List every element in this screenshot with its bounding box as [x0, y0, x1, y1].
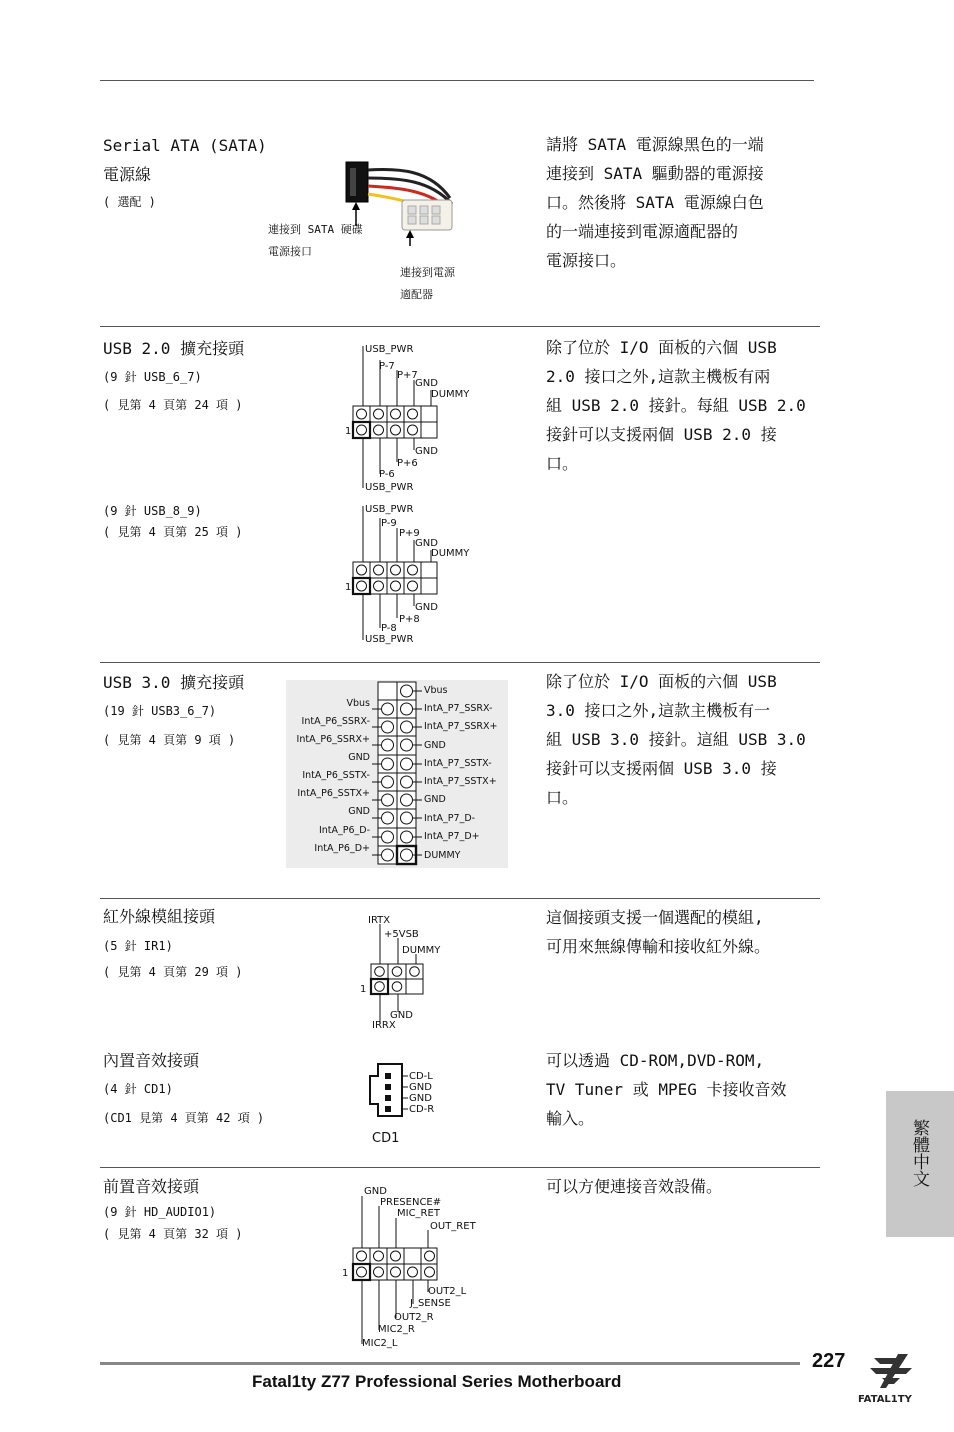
usb2-d2-bot-3: USB_PWR — [365, 634, 414, 645]
usb2-d2-top-1: P-9 — [381, 518, 397, 529]
language-tab — [886, 1091, 954, 1237]
usb3-right-3: GND — [424, 740, 446, 751]
usb3-title: USB 3.0 擴充接頭 — [103, 673, 245, 692]
hdaudio-title: 前置音效接頭 — [103, 1177, 200, 1196]
usb2-header-diagram-1 — [345, 340, 475, 495]
ir-sub2: ( 見第 4 頁第 29 項 ) — [103, 965, 243, 979]
usb2-description: 除了位於 I/O 面板的六個 USB 2.0 接口之外,這款主機板有兩 組 USB 2.0 接針。每組 USB 2.0 接針可以支援兩個 USB 2.0 接 口。 — [546, 338, 806, 473]
ir-description: 這個接頭支援一個選配的模組, 可用來無線傳輸和接收紅外線。 — [546, 908, 771, 956]
hdaudio-header-diagram — [342, 1182, 482, 1350]
usb2-d1-top-0: USB_PWR — [365, 344, 414, 355]
cd-sub1: (4 針 CD1) — [103, 1082, 173, 1096]
sata-title: Serial ATA (SATA) — [103, 136, 267, 155]
usb2-d2-bot-1: P+8 — [399, 614, 420, 625]
usb2-d1-top-3: GND — [415, 378, 438, 389]
usb3-sub1: (19 針 USB3_6_7) — [103, 704, 217, 718]
footer-title: Fatal1ty Z77 Professional Series Motherboard — [252, 1372, 622, 1391]
usb3-left-0: Vbus — [346, 698, 370, 709]
divider-usb2 — [100, 326, 820, 327]
sata-description: 請將 SATA 電源線黑色的一端 連接到 SATA 驅動器的電源接 口。然後將 SATA 電源線白色 的一端連接到電源適配器的 電源接口。 — [546, 135, 764, 270]
ir-title: 紅外線模組接頭 — [103, 907, 216, 926]
usb3-right-5: IntA_P7_SSTX+ — [424, 776, 497, 787]
sata-title-2: 電源線 — [103, 165, 152, 184]
usb2-d1-pin1: 1 — [345, 426, 352, 437]
cd-pin-2: GND — [409, 1093, 432, 1104]
footer-rule — [100, 1362, 800, 1365]
fatal1ty-logo — [852, 1352, 932, 1408]
sata-caption-hdd: 連接到 SATA 硬碟 — [268, 223, 363, 236]
sata-caption-hdd-2: 電源接口 — [268, 245, 312, 258]
usb3-left-3: GND — [348, 752, 370, 763]
usb3-right-6: GND — [424, 794, 446, 805]
usb2-d1-top-2: P+7 — [397, 370, 418, 381]
ir-top-0: IRTX — [368, 915, 391, 926]
sata-caption-psu: 連接到電源 — [400, 266, 455, 279]
usb3-sub2: ( 見第 4 頁第 9 項 ) — [103, 733, 236, 747]
usb3-left-5: IntA_P6_SSTX+ — [297, 788, 370, 799]
hdaudio-pin1: 1 — [342, 1268, 349, 1279]
cd-sub2: (CD1 見第 4 頁第 42 項 ) — [103, 1111, 265, 1125]
cd-description: 可以透過 CD-ROM,DVD-ROM, TV Tuner 或 MPEG 卡接收音效 輸入。 — [546, 1051, 787, 1128]
hdaudio-bot-4: MIC2_L — [362, 1338, 398, 1349]
usb3-left-6: GND — [348, 806, 370, 817]
usb2-d2-top-2: P+9 — [399, 528, 420, 539]
ir-bot-0: GND — [390, 1010, 413, 1021]
hdaudio-top-2: MIC_RET — [397, 1208, 440, 1219]
ir-pin1: 1 — [360, 984, 367, 995]
usb3-left-2: IntA_P6_SSRX+ — [296, 734, 370, 745]
usb2-d2-top-4: DUMMY — [431, 548, 470, 559]
ir-top-2: DUMMY — [402, 945, 441, 956]
hdaudio-description: 可以方便連接音效設備。 — [546, 1177, 723, 1196]
usb2-d2-bot-0: GND — [415, 602, 438, 613]
ir-header-diagram — [360, 910, 460, 1032]
cd-title: 內置音效接頭 — [103, 1051, 200, 1070]
hdaudio-sub2: ( 見第 4 頁第 32 項 ) — [103, 1227, 243, 1241]
sata-caption-psu-2: 適配器 — [400, 288, 433, 301]
hdaudio-sub1: (9 針 HD_AUDIO1) — [103, 1205, 217, 1219]
usb3-left-4: IntA_P6_SSTX- — [302, 770, 370, 781]
hdaudio-bot-3: MIC2_R — [378, 1324, 415, 1335]
usb3-left-7: IntA_P6_D- — [318, 825, 370, 836]
usb2-d1-bot-2: P-6 — [379, 469, 395, 480]
usb2-d1-bot-0: GND — [415, 446, 438, 457]
usb3-left-8: IntA_P6_D+ — [314, 843, 370, 854]
usb2-d1-top-4: DUMMY — [431, 389, 470, 400]
usb2-d2-top-0: USB_PWR — [365, 504, 414, 515]
usb2-d2-top-3: GND — [415, 538, 438, 549]
fatal1ty-logo-mark-icon — [870, 1354, 912, 1388]
sata-optional: ( 選配 ) — [103, 195, 156, 209]
cd-pin-1: GND — [409, 1082, 432, 1093]
usb2-d1-bot-1: P+6 — [397, 458, 418, 469]
cd-header-diagram — [362, 1060, 462, 1148]
usb3-right-7: IntA_P7_D- — [424, 813, 476, 824]
usb2-title: USB 2.0 擴充接頭 — [103, 339, 245, 358]
usb2-sub3: (9 針 USB_8_9) — [103, 504, 202, 518]
usb3-description: 除了位於 I/O 面板的六個 USB 3.0 接口之外,這款主機板有一 組 USB 3.0 接針。這組 USB 3.0 接針可以支援兩個 USB 3.0 接 口。 — [546, 672, 806, 807]
divider-ir — [100, 898, 820, 899]
usb3-header-diagram — [286, 680, 508, 868]
usb3-right-2: IntA_P7_SSRX+ — [424, 721, 498, 732]
divider-usb3 — [100, 662, 820, 663]
usb3-right-4: IntA_P7_SSTX- — [424, 758, 492, 769]
hdaudio-top-0: GND — [364, 1186, 387, 1197]
top-rule — [100, 80, 814, 81]
usb2-d1-bot-3: USB_PWR — [365, 482, 414, 493]
usb3-right-8: IntA_P7_D+ — [424, 831, 480, 842]
ir-top-1: +5VSB — [384, 929, 419, 940]
hdaudio-top-3: OUT_RET — [430, 1221, 476, 1232]
usb2-sub1: (9 針 USB_6_7) — [103, 370, 202, 384]
usb2-d1-top-1: P-7 — [379, 361, 395, 372]
usb3-right-1: IntA_P7_SSRX- — [424, 703, 493, 714]
usb2-d2-pin1: 1 — [345, 582, 352, 593]
usb2-d2-bot-2: P-8 — [381, 623, 397, 634]
usb3-left-1: IntA_P6_SSRX- — [301, 716, 370, 727]
hdaudio-bot-1: J_SENSE — [410, 1298, 451, 1309]
usb2-sub4: ( 見第 4 頁第 25 項 ) — [103, 525, 243, 539]
hdaudio-top-1: PRESENCE# — [380, 1197, 442, 1208]
ir-sub1: (5 針 IR1) — [103, 939, 173, 953]
fatal1ty-logo-text: FATAL1TY — [858, 1394, 912, 1405]
usb3-right-0: Vbus — [424, 685, 448, 696]
usb2-sub2: ( 見第 4 頁第 24 項 ) — [103, 398, 243, 412]
cd-pin-3: CD-R — [409, 1104, 435, 1115]
hdaudio-bot-0: OUT2_L — [428, 1286, 467, 1297]
cd-pin-0: CD-L — [409, 1071, 433, 1082]
cd-name: CD1 — [372, 1131, 400, 1146]
page-number: 227 — [812, 1350, 846, 1372]
usb2-header-diagram-2 — [345, 500, 475, 650]
divider-hdaudio — [100, 1167, 820, 1168]
language-tab-label: 繁體中文 — [909, 1119, 929, 1187]
usb3-right-9: DUMMY — [424, 850, 461, 861]
ir-bot-1: IRRX — [372, 1020, 396, 1031]
hdaudio-bot-2: OUT2_R — [394, 1312, 434, 1323]
